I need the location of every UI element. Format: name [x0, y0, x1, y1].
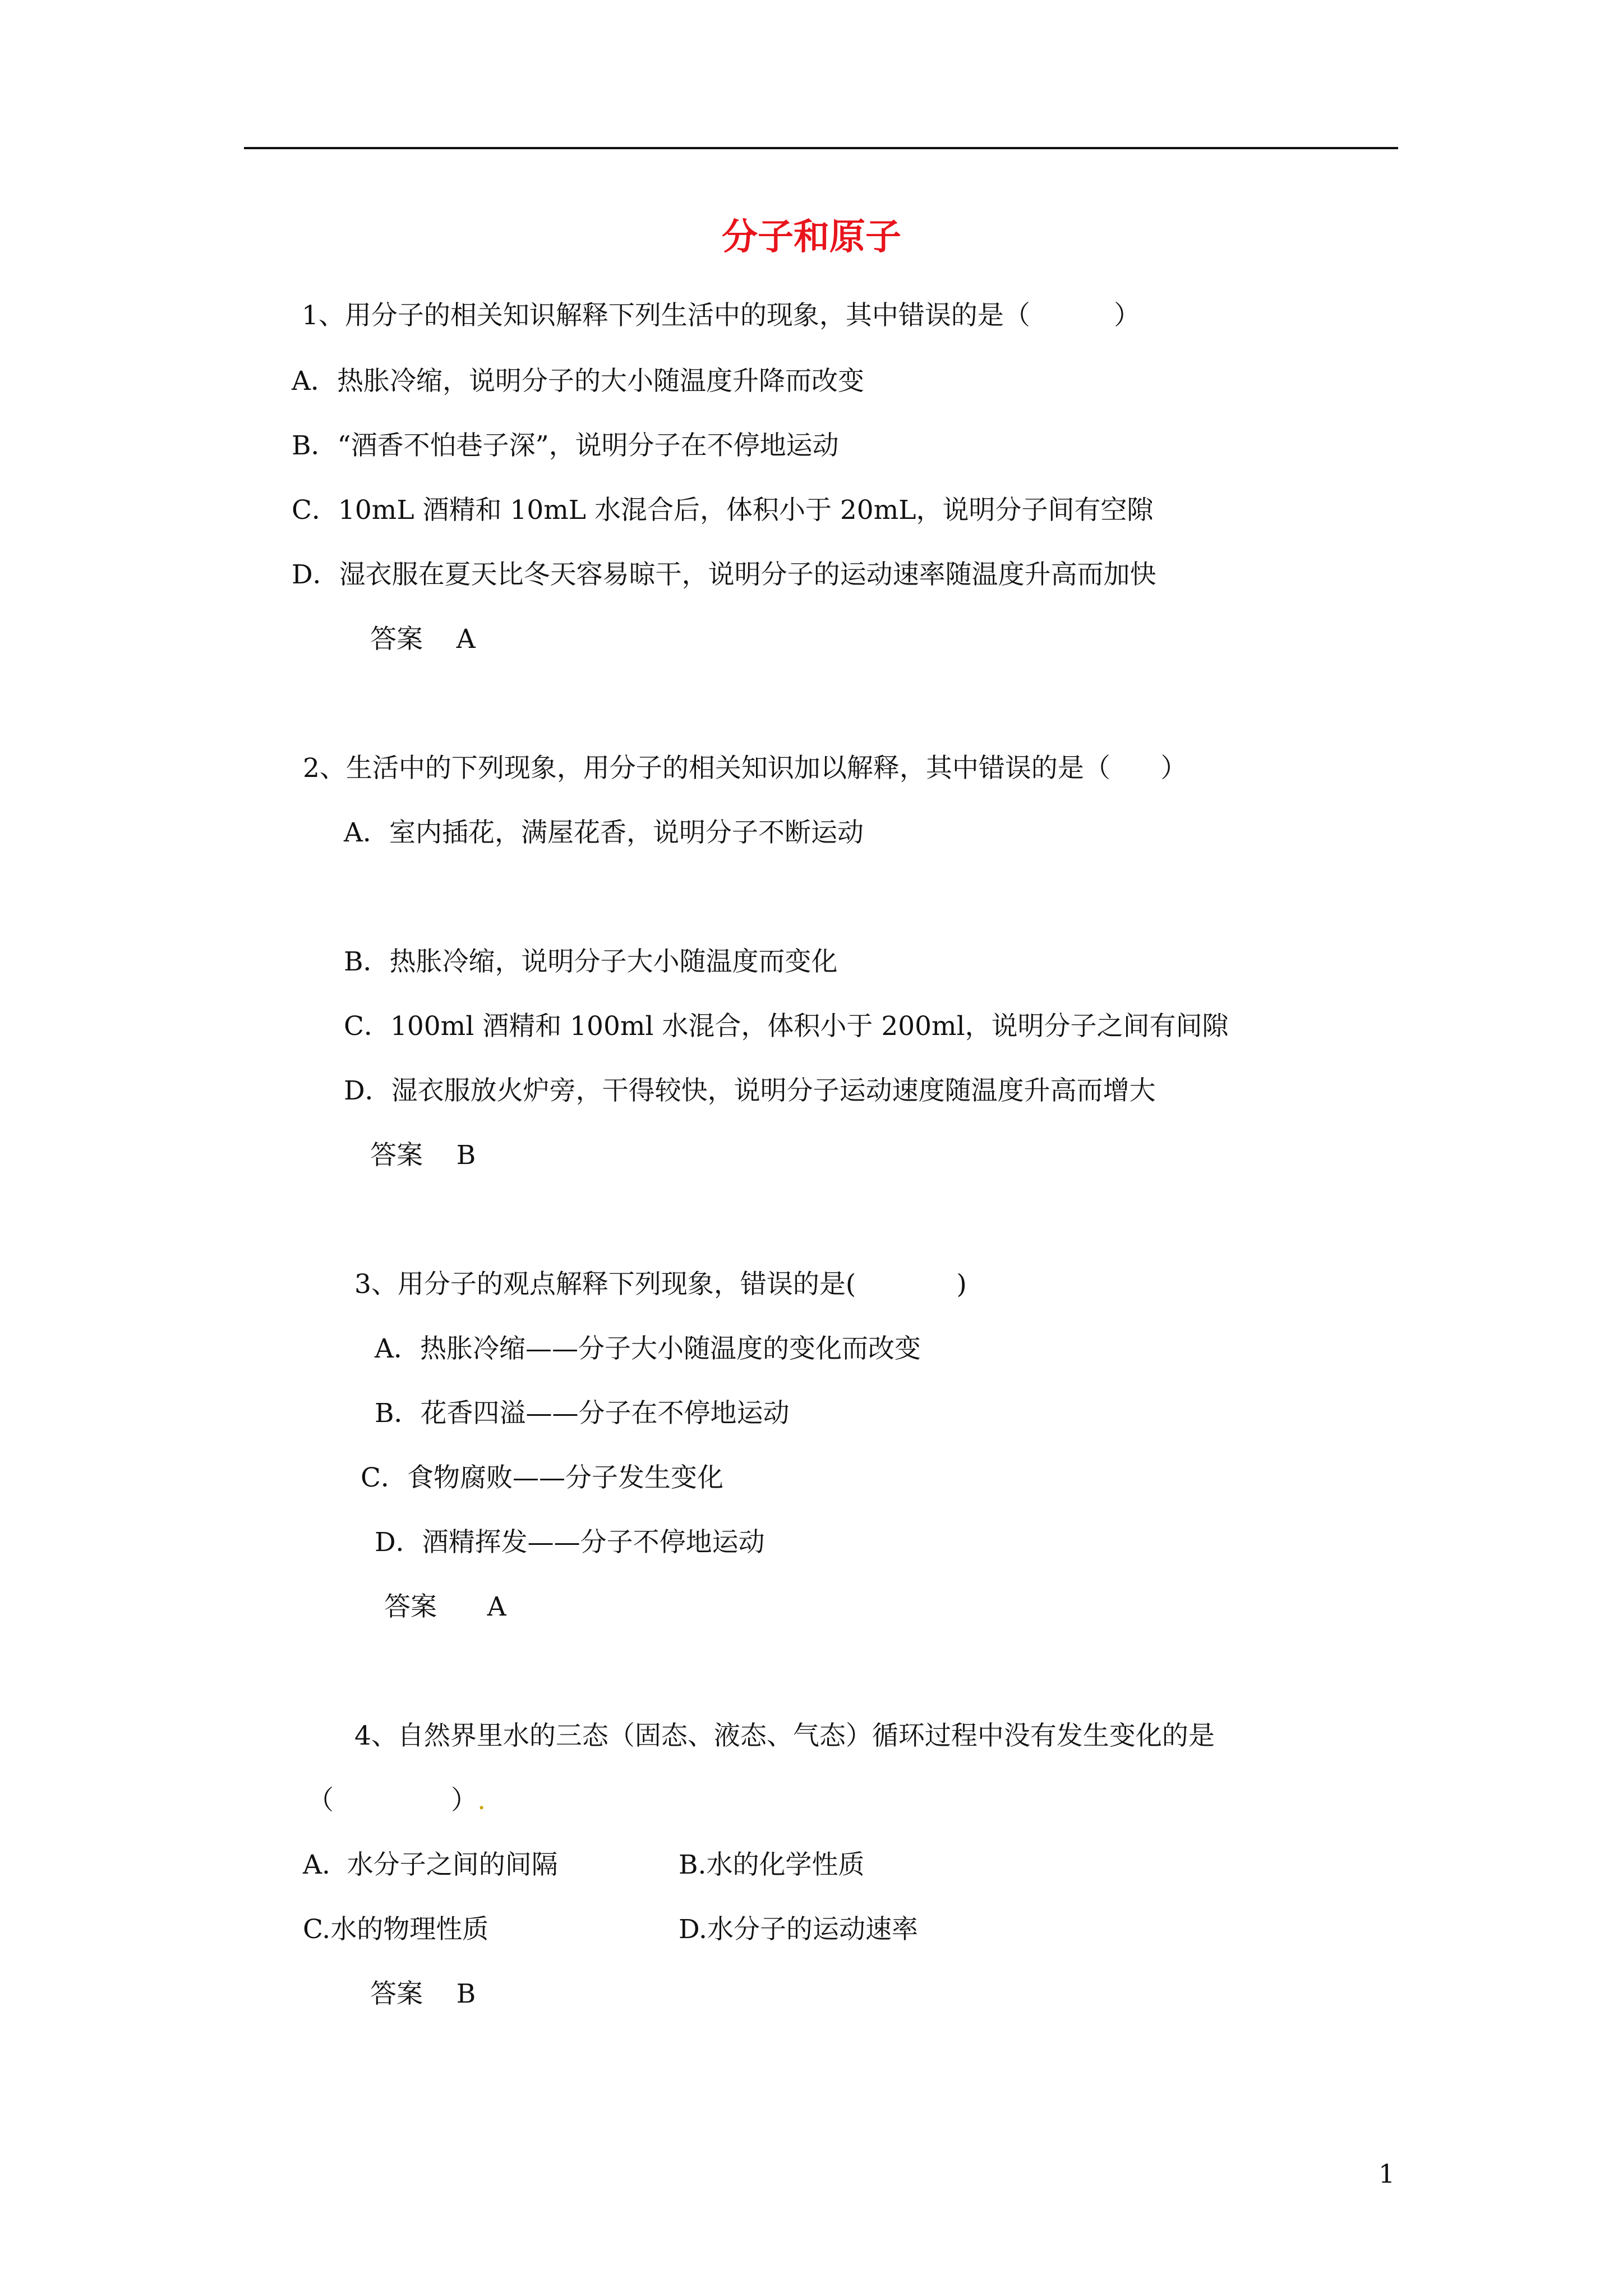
header-rule: [244, 147, 1398, 149]
question-4-option-b: B.水的化学性质: [679, 1849, 865, 1880]
question-1-option-a: A．热胀冷缩，说明分子的大小随温度升降而改变: [292, 366, 864, 397]
question-2-option-d: D．湿衣服放火炉旁，干得较快，说明分子运动速度随温度升高而增大: [344, 1075, 1156, 1106]
question-4-option-c: C.水的物理性质: [303, 1914, 489, 1945]
page-number: 1: [1378, 2159, 1395, 2189]
stray-dot: .: [477, 1785, 486, 1816]
question-2-option-b: B．热胀冷缩，说明分子大小随温度而变化: [344, 946, 838, 977]
question-3-answer: 答案 A: [384, 1591, 506, 1622]
question-2-stem: 2、生活中的下列现象，用分子的相关知识加以解释，其中错误的是（ ）: [303, 753, 1187, 784]
question-4-stem-continuation: [307, 1781, 486, 1820]
question-3-option-a: A．热胀冷缩——分子大小随温度的变化而改变: [375, 1333, 921, 1364]
question-4-stem: 4、自然界里水的三态（固态、液态、气态）循环过程中没有发生变化的是: [354, 1720, 1215, 1751]
question-3-option-b: B．花香四溢——分子在不停地运动: [375, 1398, 790, 1429]
question-4-option-d: D.水分子的运动速率: [679, 1914, 918, 1945]
question-4-option-a: A. 水分子之间的间隔: [303, 1849, 558, 1880]
question-2-option-c: C．100ml 酒精和 100ml 水混合，体积小于 200ml，说明分子之间有间隙: [344, 1011, 1229, 1042]
question-2-answer: 答案 B: [370, 1140, 476, 1171]
question-1-option-c: C．10mL 酒精和 10mL 水混合后，体积小于 20mL，说明分子间有空隙: [292, 495, 1154, 526]
question-1-stem: 1、用分子的相关知识解释下列生活中的现象，其中错误的是（ ）: [302, 300, 1141, 331]
document-title: 分子和原子: [722, 217, 901, 258]
question-1-answer: 答案 A: [370, 624, 476, 655]
question-3-option-c: C．食物腐败——分子发生变化: [361, 1462, 723, 1493]
question-3-stem: 3、用分子的观点解释下列现象，错误的是( ): [354, 1269, 967, 1300]
question-1-option-b: B．“酒香不怕巷子深”，说明分子在不停地运动: [292, 430, 839, 461]
question-4-answer: 答案 B: [370, 1978, 476, 2009]
question-2-option-a: A．室内插花，满屋花香，说明分子不断运动: [344, 817, 864, 848]
question-3-option-d: D．酒精挥发——分子不停地运动: [375, 1527, 765, 1558]
question-1-option-d: D．湿衣服在夏天比冬天容易晾干，说明分子的运动速率随温度升高而加快: [292, 559, 1156, 590]
answer-blank: （ ）: [307, 1785, 478, 1816]
